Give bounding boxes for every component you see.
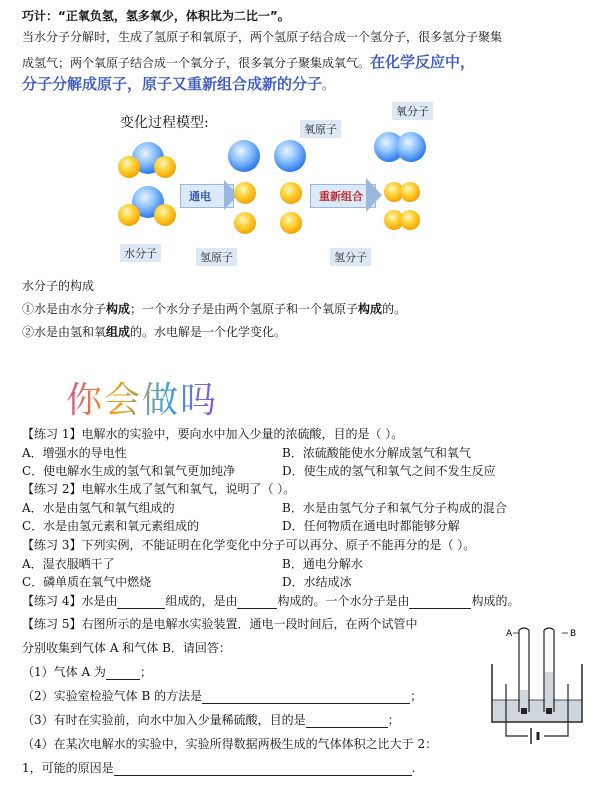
- ex2-option-b: B．水是由氢气分子和氧气分子构成的混合: [282, 501, 507, 515]
- hydrogen-ball: [118, 204, 140, 226]
- ex4-blank-1[interactable]: [117, 596, 165, 609]
- ex5-line1: 【练习 5】右图所示的是电解水实验装置．通电一段时间后，在两个试管中: [22, 617, 418, 631]
- ex3-option-c: C．磷单质在氧气中燃烧: [22, 575, 152, 589]
- ex4-line: [22, 593, 520, 609]
- para1-line2: [22, 54, 475, 71]
- ex5-q4-text: 1，可能的原因是: [22, 761, 114, 775]
- ex4-part2: 组成的，是由: [165, 594, 238, 608]
- oxygen-atom: [228, 140, 260, 172]
- ex5-q3: [22, 712, 400, 728]
- water-line1-d: 构成: [358, 302, 383, 316]
- oxygen-molecule-ball: [396, 132, 426, 162]
- ex5-q2-blank[interactable]: [202, 691, 410, 704]
- ex5-q2-end: ；: [410, 689, 423, 703]
- tube-b-label: B: [570, 629, 577, 639]
- ex1-option-c: C．使电解水生成的氢气和氧气更加纯净: [22, 464, 236, 478]
- ex2-option-d: D．任何物质在通电时都能够分解: [282, 519, 460, 533]
- label-hydrogen-atom: 氢原子: [196, 248, 237, 266]
- ex5-q3-end: ；: [387, 713, 400, 727]
- ex2-option-a: A．水是由氢气和氧气组成的: [22, 501, 175, 515]
- ex5-q1-text: （1）气体 A 为: [22, 665, 106, 679]
- para1-line3-end: 。: [322, 78, 335, 92]
- ex5-q4-end: .: [411, 761, 416, 775]
- ex2-option-c: C．水是由氢元素和氧元素组成的: [22, 519, 200, 533]
- para1-line1: 当水分子分解时，生成了氢原子和氧原子，两个氢原子结合成一个氢分子，很多氢分子聚集: [22, 30, 503, 44]
- ex4-blank-3[interactable]: [409, 596, 471, 609]
- ex4-part3: 构成的。一个水分子是由: [277, 594, 410, 608]
- ex1-question: 【练习 1】电解水的实验中，要向水中加入少量的浓硫酸，目的是（ ）。: [22, 427, 404, 441]
- ex3-question: 【练习 3】下列实例，不能证明在化学变化中分子可以再分、原子不能再分的是（ ）。: [22, 538, 476, 552]
- label-hydrogen-molecule: 氢分子: [330, 248, 371, 266]
- label-oxygen-molecule: 氧分子: [392, 102, 433, 120]
- arrow-recombine-label: 重新组合: [319, 190, 363, 203]
- water-line2-c: 的。水电解是一个化学变化。: [130, 325, 287, 339]
- ex5-q4-blank[interactable]: [114, 763, 412, 776]
- ex5-q4-line2: [22, 760, 415, 776]
- ex1-option-b: B．浓硫酸能使水分解成氢气和氧气: [282, 446, 471, 460]
- tube-a-label: A: [506, 629, 513, 639]
- water-line1-b: 构成: [106, 302, 131, 316]
- hydrogen-ball: [118, 156, 140, 178]
- ex5-q3-blank[interactable]: [306, 715, 388, 728]
- ex3-option-a: A．湿衣服晒干了: [22, 557, 115, 571]
- banner-title: 你会做吗: [66, 372, 218, 423]
- water-line2-b: 组成: [106, 325, 131, 339]
- water-line1-a: ①水是由水分子: [22, 302, 107, 316]
- water-line1-e: 的。: [382, 302, 407, 316]
- hydrogen-molecule-ball: [400, 182, 420, 202]
- tip-line: 巧计：“正氧负氢，氢多氧少，体积比为二比一”。: [22, 9, 290, 23]
- arrow-head-icon: [366, 178, 382, 212]
- hydrogen-atom: [280, 212, 302, 234]
- oxygen-atom: [274, 140, 306, 172]
- para1-highlight-b: 分子分解成原子，原子又重新组合成新的分子: [22, 75, 323, 93]
- label-water-molecule: 水分子: [120, 244, 161, 262]
- water-heading: 水分子的构成: [22, 279, 95, 293]
- para1-line2-text: 成氢气；两个氧原子结合成一个氧分子，很多氧分子聚集成氧气。: [22, 56, 371, 70]
- hydrogen-ball: [154, 204, 176, 226]
- ex5-q1-blank[interactable]: [106, 667, 140, 680]
- ex1-option-d: D．使生成的氢气和氧气之间不发生反应: [282, 464, 496, 478]
- ex2-question: 【练习 2】电解水生成了氢气和氧气，说明了（ ）。: [22, 482, 296, 496]
- arrow-electrolysis-label: 通电: [189, 190, 211, 203]
- ex4-blank-2[interactable]: [237, 596, 277, 609]
- label-oxygen-atom: 氧原子: [300, 120, 341, 138]
- hydrogen-ball: [154, 156, 176, 178]
- hydrogen-molecule-ball: [400, 210, 420, 230]
- ex1-option-a: A．增强水的导电性: [22, 446, 127, 460]
- electrolysis-apparatus-diagram: [486, 624, 586, 754]
- ex5-q2: [22, 688, 422, 704]
- water-line2-a: ②水是由氢和氧: [22, 325, 107, 339]
- hydrogen-atom: [280, 182, 302, 204]
- hydrogen-atom: [234, 212, 256, 234]
- hydrogen-atom: [234, 182, 256, 204]
- ex5-q2-text: （2）实验室检验气体 B 的方法是: [22, 689, 203, 703]
- ex5-q1: [22, 664, 152, 680]
- ex5-q4-line1: （4）在某次电解水的实验中，实验所得数据两极生成的气体体积之比大于 2：: [22, 737, 438, 751]
- ex3-option-d: D．水结成冰: [282, 575, 352, 589]
- water-line1-c: ；一个水分子是由两个氢原子和一个氧原子: [130, 302, 359, 316]
- para1-line3: [22, 76, 334, 93]
- ex4-part4: 构成的。: [471, 594, 520, 608]
- ex5-line2: 分别收集到气体 A 和气体 B．请回答：: [22, 641, 231, 655]
- ex4-part1: 【练习 4】水是由: [22, 594, 118, 608]
- diagram-title: 变化过程模型:: [120, 115, 209, 131]
- ex5-q1-end: ；: [139, 665, 152, 679]
- ex5-q3-text: （3）有时在实验前，向水中加入少量稀硫酸，目的是: [22, 713, 306, 727]
- process-diagram: [110, 100, 440, 268]
- para1-highlight-a: 在化学反应中，: [370, 53, 476, 71]
- water-line2: [22, 324, 286, 340]
- water-line1: [22, 301, 406, 317]
- ex3-option-b: B．通电分解水: [282, 557, 363, 571]
